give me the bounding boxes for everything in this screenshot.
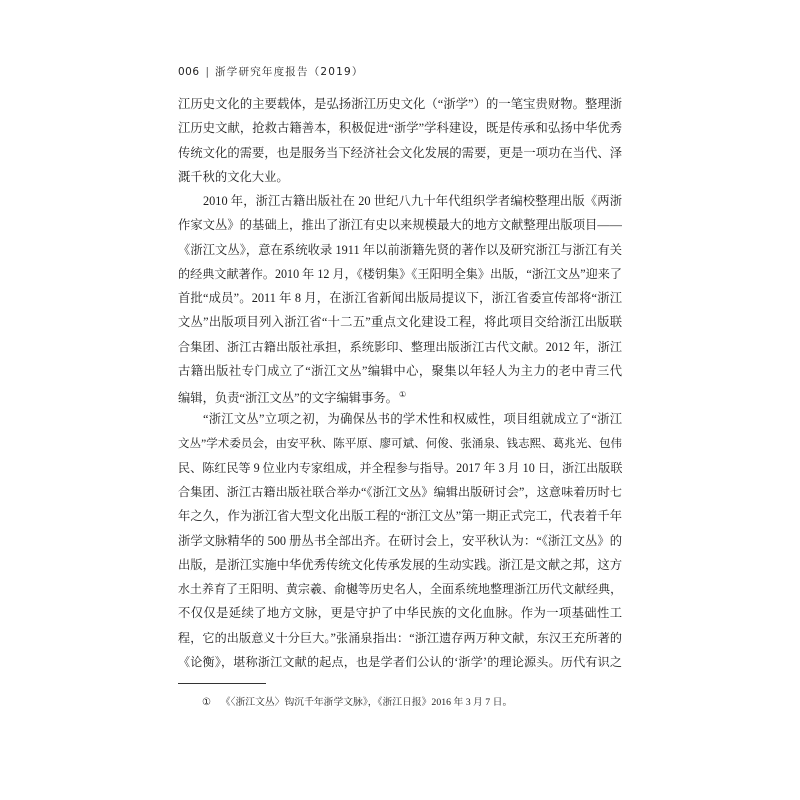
running-header (178, 64, 364, 80)
text-line: 溉千秋的文化大业。 (178, 169, 289, 184)
page-number: 006 (178, 66, 200, 78)
text-line: 文丛”出版项目列入浙江省“十二五”重点文化建设工程，将此项目交给浙江出版联 (178, 315, 622, 330)
text-line: 程，它的出版意义十分巨大。”张涌泉指出：“浙江遗存两万种文献，东汉王充所著的 (178, 630, 622, 645)
text-line: 古籍出版社专门成立了“浙江文丛”编辑中心，聚集以年轻人为主力的老中青三代 (178, 363, 622, 378)
text-line: 作家文丛》的基础上，推出了浙江有史以来规模最大的地方文献整理出版项目—— (178, 218, 622, 233)
header-separator: | (205, 66, 210, 78)
text-line: 江历史文献，抢救古籍善本，积极促进“浙学”学科建设，既是传承和弘扬中华优秀 (178, 121, 622, 136)
text-line: 民、陈红民等 9 位业内专家组成，并全程参与指导。2017 年 3 月 10 日，浙江出版联 (178, 460, 622, 475)
text-line: 首批“成员”。2011 年 8 月，在浙江省新闻出版局提议下，浙江省委宣传部将“浙江 (178, 291, 622, 305)
text-line: 合集团、浙江古籍出版社承担，系统影印、整理出版浙江古代文献。2012 年，浙江 (178, 339, 622, 354)
footnote-rule (178, 683, 266, 684)
footnote-marker: ① (202, 697, 211, 708)
body-text (178, 92, 622, 674)
text-line: 年之久，作为浙江省大型文化出版工程的“浙江文丛”第一期正式完工，代表着千年 (178, 509, 622, 524)
text-line: 不仅仅是延续了地方文脉，更是守护了中华民族的文化血脉。作为一项基础性工 (178, 606, 622, 621)
text-line (178, 383, 622, 407)
text-line: 合集团、浙江古籍出版社联合举办“《浙江文丛》编辑出版研讨会”，这意味着历时七 (178, 485, 622, 499)
text-line: 《浙江文丛》，意在系统收录 1911 年以前浙籍先贤的著作以及研究浙江与浙江有关 (178, 242, 622, 257)
text-line: 的经典文献著作。2010 年 12 月，《楼钥集》《王阳明全集》出版，“浙江文丛”迎来了 (178, 266, 622, 281)
footnote (202, 695, 512, 711)
paragraph (178, 189, 622, 407)
paragraph (178, 92, 622, 189)
running-title: 浙学研究年度报告（2019） (215, 66, 364, 78)
text-line: 文丛”学术委员会，由安平秋、陈平原、廖可斌、何俊、张涌泉、钱志熙、葛兆光、包伟 (178, 437, 622, 450)
text-line: “浙江文丛”立项之初，为确保丛书的学术性和权威性，项目组就成立了“浙江 (203, 412, 622, 427)
paragraph (178, 407, 622, 674)
footnote-reference[interactable]: ① (398, 390, 407, 399)
text-line: 2010 年，浙江古籍出版社在 20 世纪八九十年代组织学者编校整理出版《两浙 (203, 194, 622, 208)
text-line: 传统文化的需要，也是服务当下经济社会文化发展的需要，更是一项功在当代、泽 (178, 145, 622, 160)
text-line: 《论衡》，堪称浙江文献的起点，也是学者们公认的‘浙学’的理论源头。历代有识之 (178, 654, 622, 669)
text-line: 水土养育了王阳明、黄宗羲、俞樾等历史名人，全面系统地整理浙江历代文献经典， (178, 582, 622, 596)
text-line: 江历史文化的主要载体，是弘扬浙江历史文化（“浙学”）的一笔宝贵财物。整理浙 (178, 97, 622, 111)
footnote-text: 《〈浙江文丛〉钩沉千年浙学文脉》，《浙江日报》2016 年 3 月 7 日。 (220, 697, 513, 708)
text-line: 出版，是浙江实施中华优秀传统文化传承发展的生动实践。浙江是文献之邦，这方 (178, 557, 622, 572)
text-line: 浙学文脉精华的 500 册丛书全部出齐。在研讨会上，安平秋认为：“《浙江文丛》的 (178, 533, 622, 548)
text-line-content: 编辑，负责“浙江文丛”的文字编辑事务。 (178, 391, 398, 405)
